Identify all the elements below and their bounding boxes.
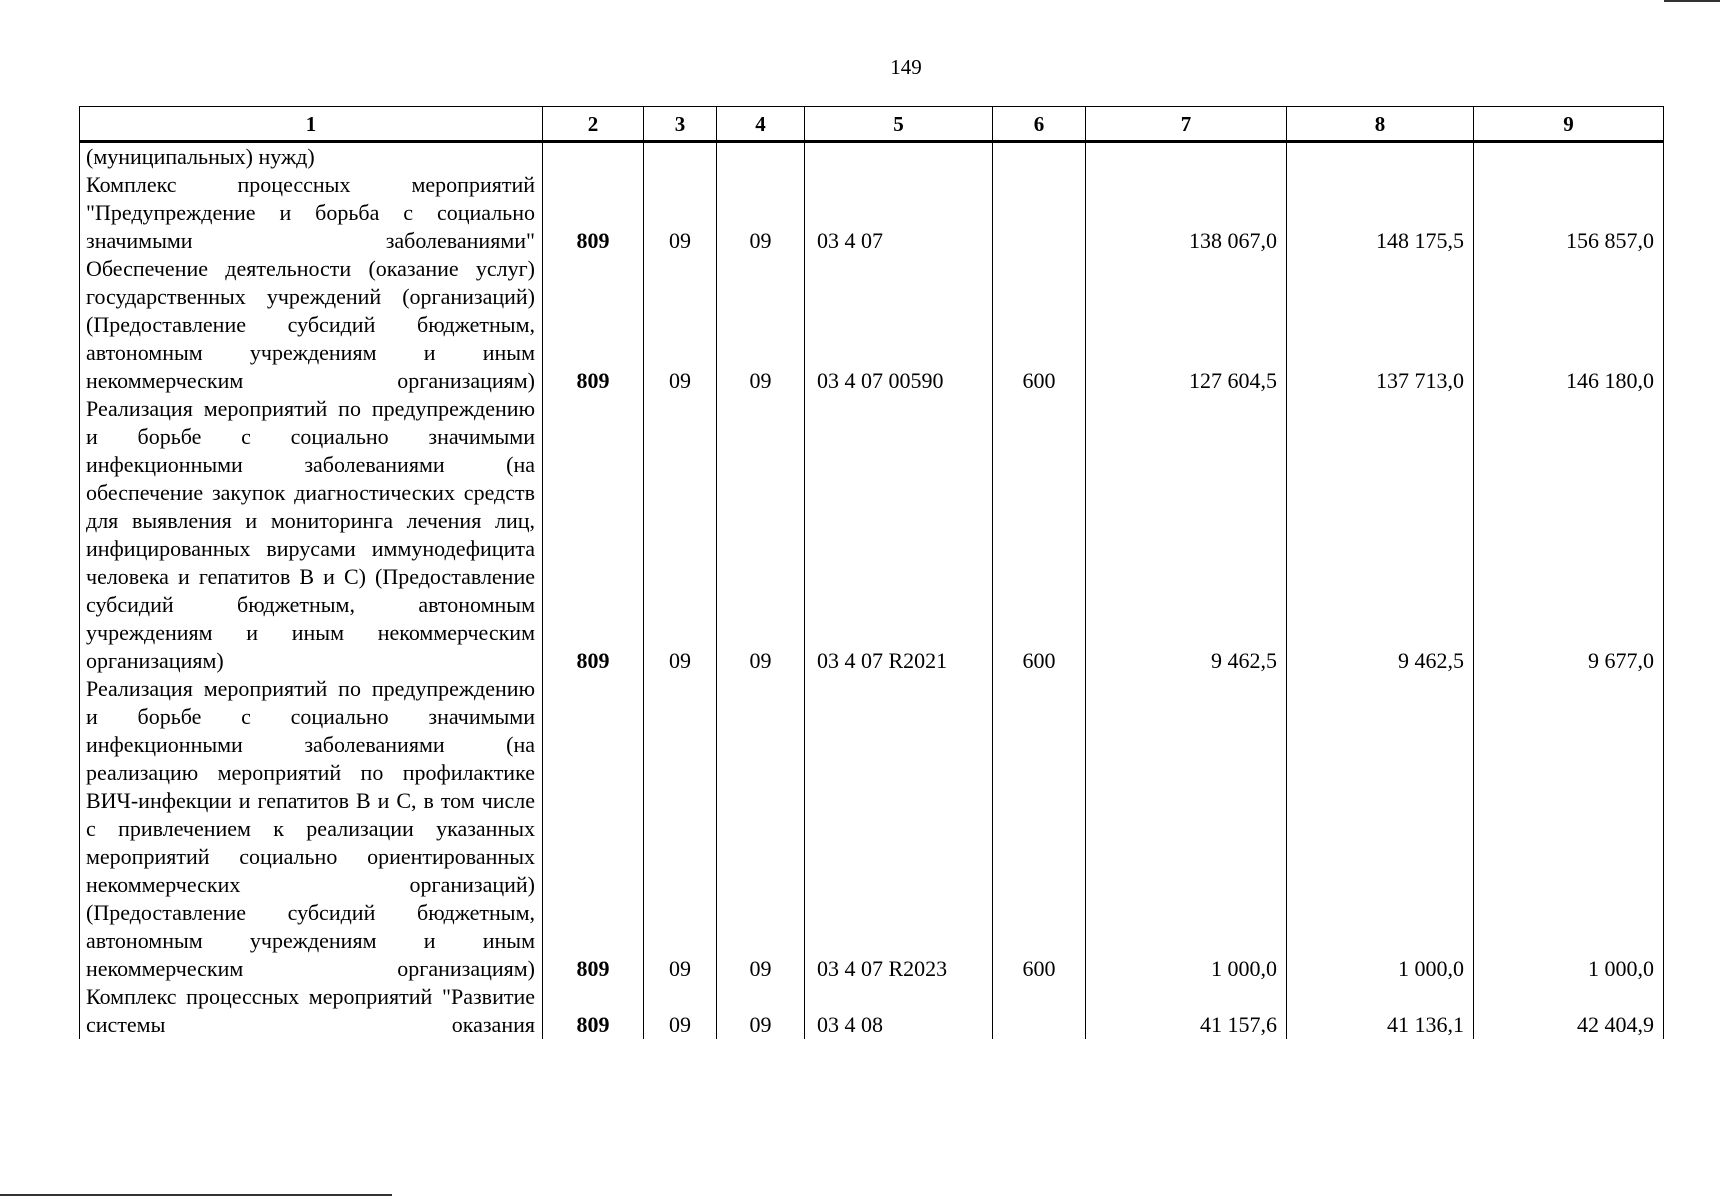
row-target <box>805 142 993 172</box>
table-row <box>80 255 1664 395</box>
row-vid <box>993 142 1086 172</box>
row-code <box>543 142 644 172</box>
column-header-7: 7 <box>1086 107 1287 142</box>
top-corner-mark <box>1664 0 1720 2</box>
row-code: 809 <box>543 675 644 983</box>
row-value-3: 1 000,0 <box>1474 675 1664 983</box>
row-vid: 600 <box>993 255 1086 395</box>
page-number: 149 <box>890 55 922 79</box>
row-razdel: 09 <box>644 675 717 983</box>
row-target: 03 4 07 R2023 <box>805 675 993 983</box>
row-name: (муниципальных) нужд) <box>80 142 543 172</box>
row-vid <box>993 983 1086 1039</box>
column-header-4: 4 <box>717 107 805 142</box>
row-razdel <box>644 142 717 172</box>
row-target: 03 4 08 <box>805 983 993 1039</box>
column-header-1: 1 <box>80 107 543 142</box>
row-value-1: 1 000,0 <box>1086 675 1287 983</box>
row-razdel: 09 <box>644 255 717 395</box>
column-header-8: 8 <box>1287 107 1474 142</box>
row-razdel: 09 <box>644 395 717 675</box>
row-podrazdel <box>717 142 805 172</box>
row-value-3: 42 404,9 <box>1474 983 1664 1039</box>
row-value-3: 146 180,0 <box>1474 255 1664 395</box>
row-code: 809 <box>543 171 644 255</box>
row-value-1: 9 462,5 <box>1086 395 1287 675</box>
row-vid: 600 <box>993 675 1086 983</box>
row-code: 809 <box>543 395 644 675</box>
row-value-1: 41 157,6 <box>1086 983 1287 1039</box>
column-header-3: 3 <box>644 107 717 142</box>
row-value-3: 156 857,0 <box>1474 171 1664 255</box>
row-value-1 <box>1086 142 1287 172</box>
row-podrazdel: 09 <box>717 395 805 675</box>
table-row <box>80 142 1664 172</box>
bottom-edge-line <box>0 1194 392 1196</box>
row-podrazdel: 09 <box>717 255 805 395</box>
row-podrazdel: 09 <box>717 983 805 1039</box>
row-value-1: 138 067,0 <box>1086 171 1287 255</box>
column-header-5: 5 <box>805 107 993 142</box>
row-code: 809 <box>543 255 644 395</box>
row-name: Реализация мероприятий по предупреждению и борьбе с социально значимыми инфекционными заболеваниями (на реализацию мероприятий по профилактике ВИЧ-инфекции и гепатитов В и С, в том числе с привлечением к реализации указанных мероприятий социально ориентированных некоммерческих организаций) (Предоставление субсидий бюджетным, автономным учреждениям и иным некоммерческим организациям) <box>80 675 543 983</box>
row-podrazdel: 09 <box>717 171 805 255</box>
table-row <box>80 395 1664 675</box>
row-value-3: 9 677,0 <box>1474 395 1664 675</box>
column-header-6: 6 <box>993 107 1086 142</box>
row-razdel: 09 <box>644 983 717 1039</box>
row-target: 03 4 07 <box>805 171 993 255</box>
table-row <box>80 983 1664 1039</box>
table-row <box>80 171 1664 255</box>
row-target: 03 4 07 00590 <box>805 255 993 395</box>
row-value-1: 127 604,5 <box>1086 255 1287 395</box>
column-header-9: 9 <box>1474 107 1664 142</box>
row-podrazdel: 09 <box>717 675 805 983</box>
table-row <box>80 675 1664 983</box>
row-value-2: 9 462,5 <box>1287 395 1474 675</box>
row-vid: 600 <box>993 395 1086 675</box>
row-value-2 <box>1287 142 1474 172</box>
row-value-3 <box>1474 142 1664 172</box>
row-name: Обеспечение деятельности (оказание услуг) государственных учреждений (организаций) (Предоставление субсидий бюджетным, автономным учреждениям и иным некоммерческим организациям) <box>80 255 543 395</box>
row-name: Комплекс процессных мероприятий "Развитие системы оказания <box>80 983 543 1039</box>
column-header-2: 2 <box>543 107 644 142</box>
row-target: 03 4 07 R2021 <box>805 395 993 675</box>
row-value-2: 41 136,1 <box>1287 983 1474 1039</box>
row-value-2: 148 175,5 <box>1287 171 1474 255</box>
row-name: Реализация мероприятий по предупреждению и борьбе с социально значимыми инфекционными заболеваниями (на обеспечение закупок диагностических средств для выявления и мониторинга лечения лиц, инфицированных вирусами иммунодефицита человека и гепатитов В и С) (Предоставление субсидий бюджетным, автономным учреждениям и иным некоммерческим организациям) <box>80 395 543 675</box>
header-row <box>80 107 1664 142</box>
row-value-2: 137 713,0 <box>1287 255 1474 395</box>
row-name: Комплекс процессных мероприятий "Предупреждение и борьба с социально значимыми заболеваниями" <box>80 171 543 255</box>
row-value-2: 1 000,0 <box>1287 675 1474 983</box>
budget-table <box>79 106 1664 1039</box>
row-vid <box>993 171 1086 255</box>
row-code: 809 <box>543 983 644 1039</box>
row-razdel: 09 <box>644 171 717 255</box>
